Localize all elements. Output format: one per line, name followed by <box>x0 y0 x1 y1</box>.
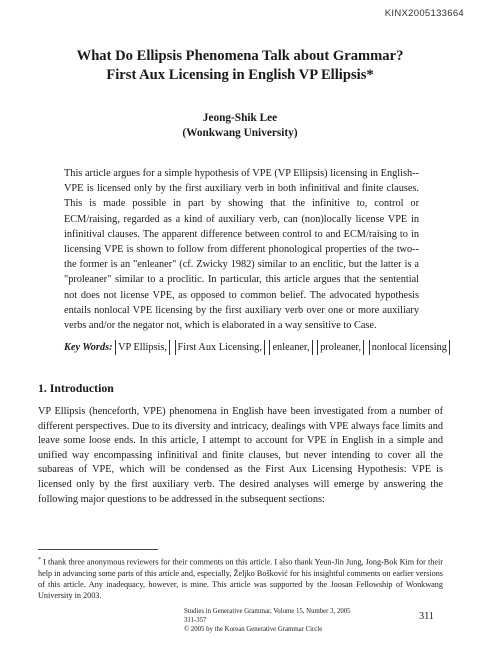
keyword-item: nonlocal licensing <box>369 340 450 355</box>
page-number: 311 <box>419 611 435 622</box>
intro-paragraph: VP Ellipsis (henceforth, VPE) phenomena in English have been investigated from a number of different perspectives. Due to its diversity and intricacy, dealings with VPE always face limits and leave some loose ends. In this article, I attempt to account for VPE in English in a simple and unified way encompassing infinitival and finite clauses, but never intending to cover all the subareas of VPE, which will be condensed as the First Aux Licensing Hypothesis: VPE is licensed only by the first auxiliary verb. The desired analyses will emerge by answering the following major questions to be addressed in the subsequent sections: <box>38 406 443 505</box>
footnote-divider <box>38 549 158 550</box>
keywords-label: Key Words: <box>64 342 113 353</box>
author-name: Jeong-Shik Lee <box>202 112 278 124</box>
keyword-item: proleaner, <box>317 340 364 355</box>
keyword-item: First Aux Licensing, <box>175 340 265 355</box>
journal-info <box>184 608 351 634</box>
abstract-text: This article argues for a simple hypothesis of VPE (VP Ellipsis) licensing in English--VPE is licensed only by the first auxiliary verb in both infinitival and finite clauses. This is made possible in part by showing that the infinitive to, control or ECM/raising, regarded as a kind of auxiliary verb, can (non)locally license VPE in infinitival clauses. The apparent difference between control to and ECM/raising to in licensing VPE is shown to follow from different phonological properties of the two--the former is an "enleaner" (cf. Zwicky 1982) similar to an enclitic, but the latter is a "proleaner" similar to a proclitic. In particular, this article argues that the sentential not does not license VPE, as opposed to common belief. The advocated hypothesis entails nonlocal VPE licensing by the first auxiliary verb over one or more auxiliary verbs and/or the negator not, which is elaborated in a way sensitive to Case. <box>64 168 419 332</box>
keyword-item: enleaner, <box>269 340 312 355</box>
journal-line-3: © 2005 by the Korean Generative Grammar Circle <box>184 625 323 633</box>
document-id: KINX2005133664 <box>384 8 464 19</box>
footnote-text: I thank three anonymous reviewers for their comments on this article. I also thank Yeun-Jin Jung, Jong-Bok Kim for their help in advancing some parts of this article and, especially, Željko Bošković for his insightful comments on earlier versions of this article. Any inadequacy, however, is mine. This article was supported by the Joosan Fellowship of Wonkwang University in 2003. <box>38 557 443 600</box>
footnote-marker: * <box>38 557 41 563</box>
footnote-paragraph <box>38 555 443 601</box>
journal-line-2: 311-357 <box>184 616 207 624</box>
section-heading: 1. Introduction <box>38 381 114 395</box>
author-affiliation: (Wonkwang University) <box>182 127 298 139</box>
section-body <box>38 405 443 507</box>
paper-title <box>0 47 480 85</box>
journal-line-1: Studies in Generative Grammar, Volume 15, Number 3, 2005 <box>184 608 351 615</box>
keywords <box>64 340 447 355</box>
abstract <box>64 166 419 333</box>
author-block <box>0 111 480 141</box>
footnote <box>38 555 443 601</box>
keyword-item: VP Ellipsis, <box>115 340 170 355</box>
title-line-1: What Do Ellipsis Phenomena Talk about Grammar? <box>76 48 404 64</box>
title-line-2: First Aux Licensing in English VP Ellipsis* <box>106 67 374 83</box>
